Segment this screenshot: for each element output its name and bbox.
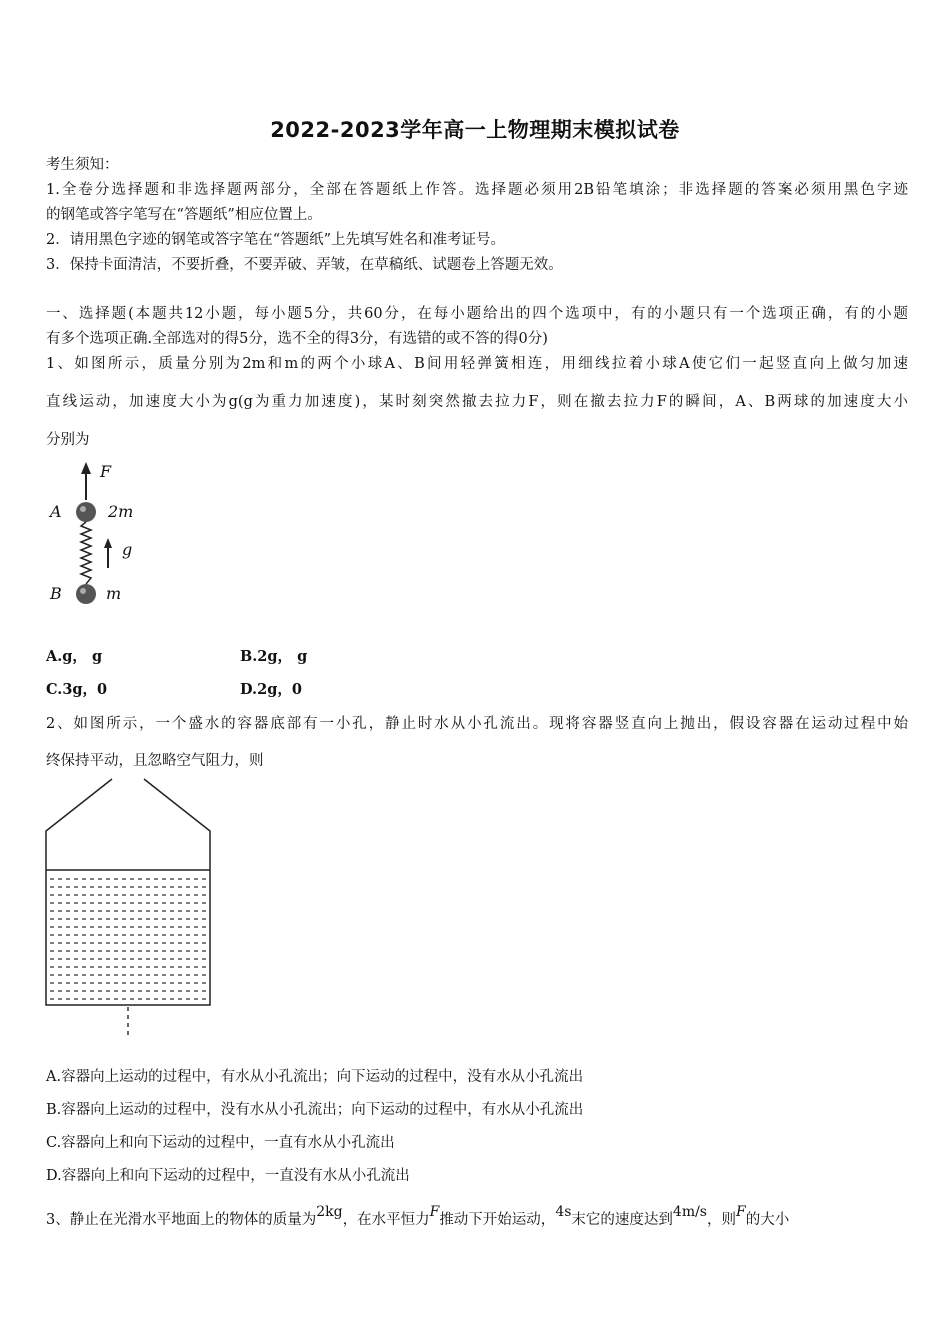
q1-option-a: A.g， g (46, 648, 103, 665)
q3-force-symbol: F (429, 1204, 440, 1220)
q2-stem-line2: 终保持平动，且忽略空气阻力，则 (46, 753, 264, 769)
label-mass-b: m (106, 584, 122, 603)
q2-option-d: D.容器向上和向下运动的过程中，一直没有水从小孔流出 (46, 1168, 410, 1184)
q1-stem-line3: 分别为 (46, 432, 90, 448)
ball-b (76, 584, 96, 604)
q3-text-1: 3、静止在光滑水平地面上的物体的质量为 (46, 1212, 317, 1228)
q3-stem-line1 (46, 1204, 908, 1229)
notice-item-3: 3．保持卡面清洁，不要折叠，不要弄破、弄皱，在草稿纸、试题卷上答题无效。 (46, 257, 563, 273)
q3-force-symbol-2: F (736, 1204, 746, 1220)
q3-text-5: ，则 (707, 1212, 736, 1228)
label-mass-a: 2m (108, 502, 134, 521)
q2-option-b: B.容器向上运动的过程中，没有水从小孔流出；向下运动的过程中，有水从小孔流出 (46, 1102, 584, 1118)
notice-heading: 考生须知： (46, 157, 119, 173)
notice-item-1-cont: 的钢笔或答字笔写在“答题纸”相应位置上。 (46, 207, 322, 223)
label-force: F (100, 462, 112, 481)
q3-text-6: 的大小 (745, 1212, 790, 1228)
q1-option-d: D.2g，0 (240, 681, 302, 698)
container-outline (46, 779, 210, 1005)
notice-item-2: 2．请用黑色字迹的钢笔或答字笔在“答题纸”上先填写姓名和准考证号。 (46, 232, 506, 248)
q3-mass: 2kg (316, 1204, 343, 1220)
ball-a (76, 502, 96, 522)
water-container-diagram (40, 775, 220, 1040)
spring-balls-diagram (46, 460, 156, 610)
page-title: 2022-2023学年高一上物理期末模拟试卷 (270, 118, 680, 142)
q3-text-2: ，在水平恒力 (342, 1212, 430, 1228)
spring (81, 522, 91, 584)
q3-text-4: 末它的速度达到 (571, 1212, 673, 1228)
q2-stem-line1: 2、如图所示，一个盛水的容器底部有一小孔，静止时水从小孔流出。现将容器竖直向上抛出，假设容器在运动过程中始 (46, 716, 908, 732)
q3-speed: 4m/s (672, 1204, 707, 1220)
q2-option-a: A.容器向上运动的过程中，有水从小孔流出；向下运动的过程中，没有水从小孔流出 (46, 1069, 584, 1085)
q1-stem-line2: 直线运动，加速度大小为g(g为重力加速度)，某时刻突然撤去拉力F，则在撤去拉力F的瞬间，A、B两球的加速度大小 (46, 394, 908, 410)
q2-option-c: C.容器向上和向下运动的过程中，一直有水从小孔流出 (46, 1135, 395, 1151)
label-ball-a: A (50, 502, 62, 521)
q1-option-b: B.2g， g (240, 648, 308, 665)
q3-time: 4s (555, 1204, 572, 1220)
q1-stem-line1: 1、如图所示，质量分别为2m和m的两个小球A、B间用轻弹簧相连，用细线拉着小球A使它们一起竖直向上做匀加速 (46, 356, 908, 372)
q1-option-c: C.3g，0 (46, 681, 108, 698)
force-arrowhead (81, 462, 91, 474)
notice-item-1: 1.全卷分选择题和非选择题两部分，全部在答题纸上作答。选择题必须用2B铅笔填涂；非选择题的答案必须用黑色字迹 (46, 182, 908, 198)
q2-figure (40, 775, 220, 1040)
label-g: g (122, 540, 133, 559)
label-ball-b: B (50, 584, 62, 603)
section-heading-line2: 有多个选项正确.全部选对的得5分，选不全的得3分，有选错的或不答的得0分) (46, 331, 548, 347)
section-heading-line1: 一、选择题(本题共12小题，每小题5分，共60分，在每小题给出的四个选项中，有的小题只有一个选项正确，有的小题 (46, 306, 908, 322)
water-body (50, 879, 208, 999)
q3-text-3: 推动下开始运动， (439, 1212, 556, 1228)
q1-figure (46, 460, 156, 610)
